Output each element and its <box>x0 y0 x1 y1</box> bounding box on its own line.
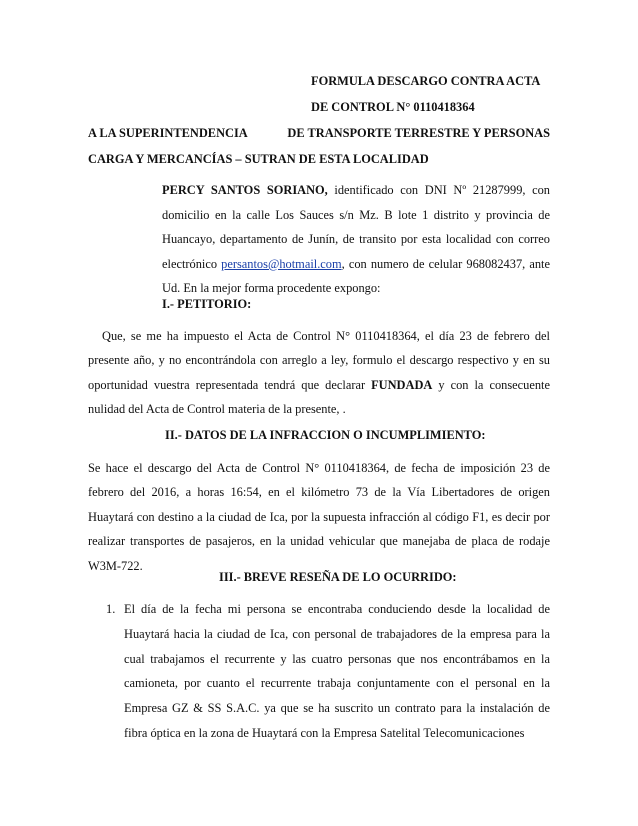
document-heading <box>311 68 571 120</box>
addressee-line-1-right: DE TRANSPORTE TERRESTRE Y PERSONAS <box>287 126 550 140</box>
section-1-text-2: y con la consecuente nulidad del Acta de Control materia de la presente, . <box>88 377 550 417</box>
petitioner-name: PERCY SANTOS SORIANO, <box>162 183 328 197</box>
heading-line-2: DE CONTROL N° 0110418364 <box>311 100 475 114</box>
section-1-paragraph <box>88 324 550 422</box>
section-1-text-1: Que, se me ha impuesto el Acta de Control N° 0110418364, el día 23 de febrero del presente año, y no encontrándola con arreglo a ley, formulo el descargo respectivo y en su oportunidad vuestra representada tendrá que declarar <box>88 329 550 392</box>
email-link[interactable]: persantos@hotmail.com <box>221 256 342 271</box>
addressee-block <box>88 120 550 172</box>
heading-line-1: FORMULA DESCARGO CONTRA ACTA <box>311 74 541 88</box>
list-item-number: 1. <box>106 602 116 616</box>
section-2-title: II.- DATOS DE LA INFRACCION O INCUMPLIMIENTO: <box>165 428 486 442</box>
addressee-line-2: CARGA Y MERCANCÍAS – SUTRAN DE ESTA LOCALIDAD <box>88 152 429 166</box>
intro-text-1: identificado con DNI Nº 21287999, con domicilio en la calle Los Sauces s/n Mz. B lote 1 distrito y provincia de Huancayo, departamento de Junín, de transito por esta localidad con correo electrónico <box>162 183 551 271</box>
list-item <box>106 597 550 746</box>
list-item-text: El día de la fecha mi persona se encontraba conduciendo desde la localidad de Huaytará hacia la ciudad de Ica, con personal de trabajadores de la empresa para la cual trabajamos el recurrente y las cuatro personas que nos encontrábamos en la camioneta, por cuanto el recurrente trabaja conjuntamente con el personal en la Empresa GZ & SS S.A.C. ya que se ha suscrito un contrato para la instalación de fibra óptica en la zona de Huaytará con la Empresa Satelital Telecomunicaciones <box>124 602 550 740</box>
section-3-title: III.- BREVE RESEÑA DE LO OCURRIDO: <box>219 570 457 584</box>
intro-text-2: , con numero de celular 968082437, ante Ud. En la mejor forma procedente expongo: <box>162 256 550 296</box>
addressee-line-1 <box>88 120 550 146</box>
section-1-title: I.- PETITORIO: <box>162 297 252 311</box>
intro-paragraph <box>162 178 550 301</box>
section-2-paragraph: Se hace el descargo del Acta de Control N° 0110418364, de fecha de imposición 23 de febrero del 2016, a horas 16:54, en el kilómetro 73 de la Vía Libertadores de origen Huaytará con destino a la ciudad de Ica, por la supuesta infracción al código F1, es decir por realizar transportes de pasajeros, en la unidad vehicular que manejaba de placa de rodaje W3M-722. <box>88 461 550 573</box>
section-1-bold-word: FUNDADA <box>371 377 433 392</box>
addressee-line-1-left: A LA SUPERINTENDENCIA <box>88 126 248 140</box>
section-3-list <box>106 597 550 746</box>
